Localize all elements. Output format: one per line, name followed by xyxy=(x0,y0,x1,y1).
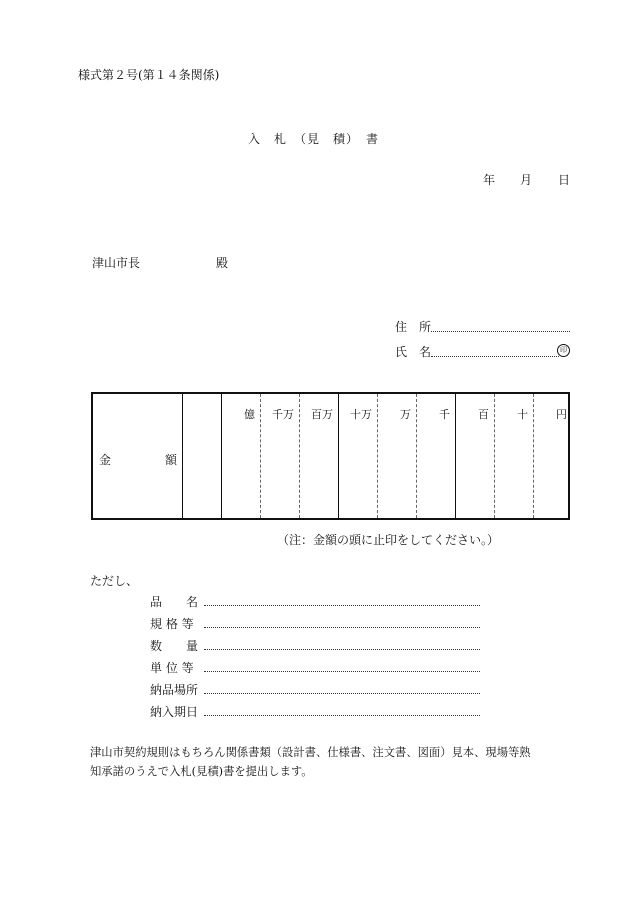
item-spec-field[interactable] xyxy=(204,627,480,628)
item-label-quantity: 数 量 xyxy=(150,639,199,653)
unit-en: 円 xyxy=(556,408,567,421)
unit-hyaku: 百 xyxy=(478,408,489,421)
item-quantity-field[interactable] xyxy=(204,649,480,650)
unit-hyakuman: 百万 xyxy=(311,408,333,421)
unit-man: 万 xyxy=(400,408,411,421)
unit-juman: 十万 xyxy=(350,408,372,421)
unit-ju: 十 xyxy=(517,408,528,421)
item-label-unit: 単 位 等 xyxy=(150,661,194,675)
item-unit-field[interactable] xyxy=(204,671,480,672)
address-field[interactable] xyxy=(431,331,570,332)
amount-label-left: 金 xyxy=(99,453,112,467)
item-label-delivery-date: 納入期日 xyxy=(150,705,199,719)
name-field[interactable] xyxy=(431,356,559,357)
unit-senman: 千万 xyxy=(272,408,294,421)
amount-note: （注：金額の頭に止印をしてください。） xyxy=(277,533,500,547)
seal-mark: 印 xyxy=(557,344,570,357)
date-year: 年 xyxy=(483,173,496,187)
addressee-suffix: 殿 xyxy=(216,256,229,270)
item-label-delivery-place: 納品場所 xyxy=(150,683,199,697)
unit-sen: 千 xyxy=(439,408,450,421)
date-day: 日 xyxy=(558,173,571,187)
addressee: 津山市長 xyxy=(92,256,141,270)
address-label: 住 所 xyxy=(395,320,432,334)
item-label-name: 品 名 xyxy=(150,595,199,609)
date-month: 月 xyxy=(520,173,533,187)
item-delivery-date-field[interactable] xyxy=(204,715,480,716)
table-divider xyxy=(182,394,183,518)
form-number: 様式第２号(第１４条関係) xyxy=(78,68,220,82)
item-name-field[interactable] xyxy=(204,605,480,606)
item-delivery-place-field[interactable] xyxy=(204,693,480,694)
name-label: 氏 名 xyxy=(395,345,432,359)
item-label-spec: 規 格 等 xyxy=(150,617,194,631)
amount-label-right: 額 xyxy=(165,453,178,467)
statement-line-2: 知承諾のうえで入札(見積)書を提出します。 xyxy=(90,765,313,778)
document-title: 入 札 （見 積） 書 xyxy=(248,132,380,146)
statement-line-1: 津山市契約規則はもちろん関係書類（設計書、仕様書、注文書、図面）見本、現場等熟 xyxy=(90,746,531,759)
amount-table xyxy=(91,392,570,520)
unit-oku: 億 xyxy=(244,408,255,421)
proviso: ただし、 xyxy=(90,574,139,588)
